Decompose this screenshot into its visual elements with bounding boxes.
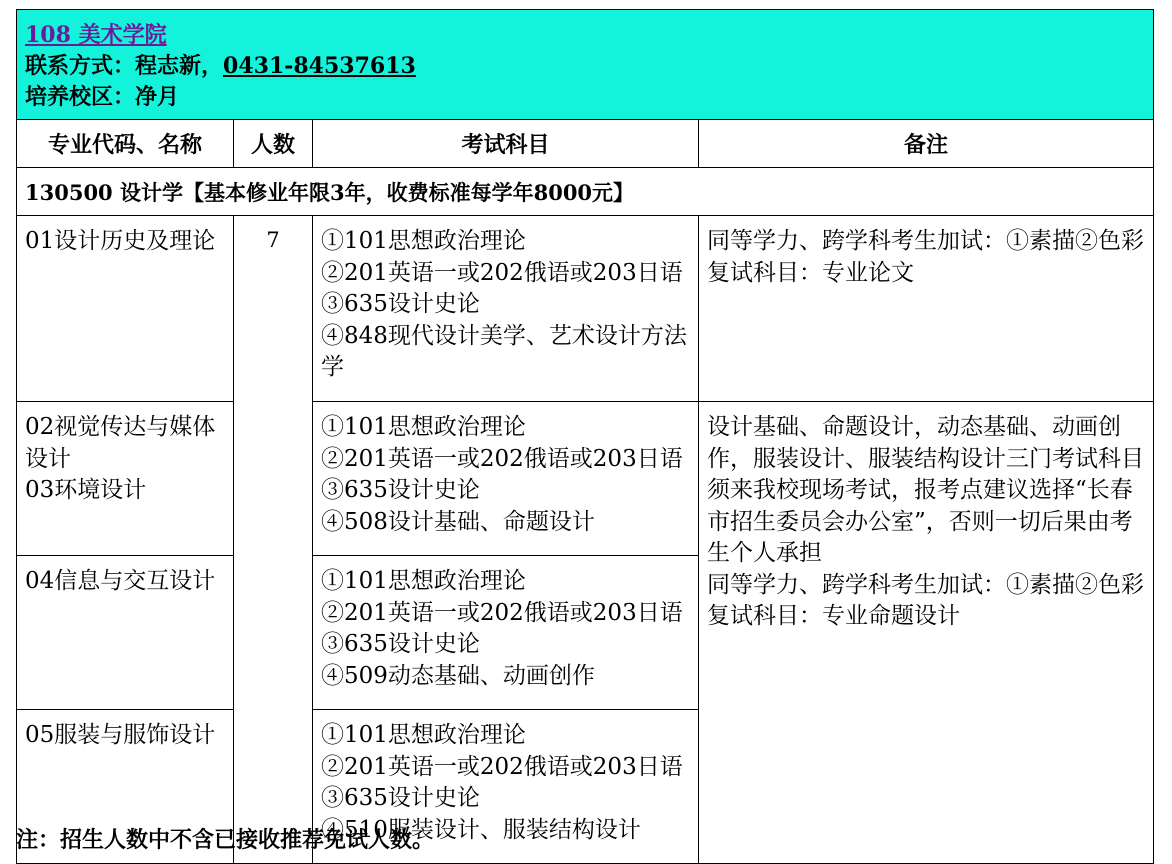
subject-item: ①101思想政治理论	[321, 568, 526, 594]
column-header-subjects: 考试科目	[313, 120, 699, 168]
remark-line: 同等学力、跨学科考生加试：①素描②色彩	[707, 571, 1144, 598]
remark-line: 复试科目：专业论文	[707, 259, 914, 286]
subject-item: ④508设计基础、命题设计	[321, 508, 595, 535]
subject-item: ①101思想政治理论	[321, 722, 526, 748]
subject-item: ④510服装设计、服装结构设计	[321, 816, 641, 843]
major-direction-cell	[17, 402, 234, 556]
column-header-major: 专业代码、名称	[17, 120, 234, 168]
contact-label: 联系方式：程志新，	[25, 53, 224, 79]
exam-subjects-cell	[313, 402, 699, 556]
major-direction-cell	[17, 556, 234, 710]
remarks-cell	[699, 402, 1154, 864]
college-header	[17, 10, 1154, 120]
admissions-table	[16, 9, 1154, 864]
subject-item: ②201英语一或202俄语或203日语	[321, 445, 683, 472]
direction-name: 04信息与交互设计	[25, 568, 216, 594]
exam-subjects-cell	[313, 556, 699, 710]
subject-item: ③635设计史论	[321, 477, 480, 503]
subject-item: ①101思想政治理论	[321, 414, 526, 440]
remarks-cell	[699, 216, 1154, 402]
subject-item: ④848现代设计美学、艺术设计方法学	[321, 322, 687, 380]
subject-item: ②201英语一或202俄语或203日语	[321, 753, 683, 780]
major-direction-cell	[17, 216, 234, 402]
column-header-remarks: 备注	[699, 120, 1154, 168]
direction-name: 01设计历史及理论	[25, 228, 216, 254]
remark-line: 复试科目：专业命题设计	[707, 603, 960, 629]
enrollment-count: 7	[234, 216, 313, 864]
subject-item: ②201英语一或202俄语或203日语	[321, 599, 683, 626]
subject-item: ③635设计史论	[321, 785, 480, 811]
footnote: 注：招生人数中不含已接收推荐免试人数。	[16, 827, 435, 853]
direction-name: 03环境设计	[25, 477, 147, 503]
subject-item: ③635设计史论	[321, 631, 480, 657]
direction-name: 05服装与服饰设计	[25, 722, 216, 748]
subject-item: ③635设计史论	[321, 291, 480, 317]
college-link[interactable]: 108 美术学院	[25, 22, 167, 48]
major-title: 130500 设计学【基本修业年限3年，收费标准每学年8000元】	[17, 168, 1154, 216]
column-header-count: 人数	[234, 120, 313, 168]
remark-line: 同等学力、跨学科考生加试：①素描②色彩	[707, 228, 1144, 254]
direction-name: 02视觉传达与媒体设计	[25, 414, 216, 472]
remark-line: 设计基础、命题设计，动态基础、动画创作，服装设计、服装结构设计三门考试科目须来我校现场考试，报考点建议选择“长春市招生委员会办公室”，否则一切后果由考生个人承担	[707, 414, 1144, 566]
subject-item: ②201英语一或202俄语或203日语	[321, 259, 683, 286]
subject-item: ④509动态基础、动画创作	[321, 662, 595, 689]
campus-label: 培养校区：净月	[25, 84, 180, 110]
exam-subjects-cell	[313, 216, 699, 402]
subject-item: ①101思想政治理论	[321, 228, 526, 254]
contact-phone[interactable]: 0431-84537613	[223, 53, 416, 79]
